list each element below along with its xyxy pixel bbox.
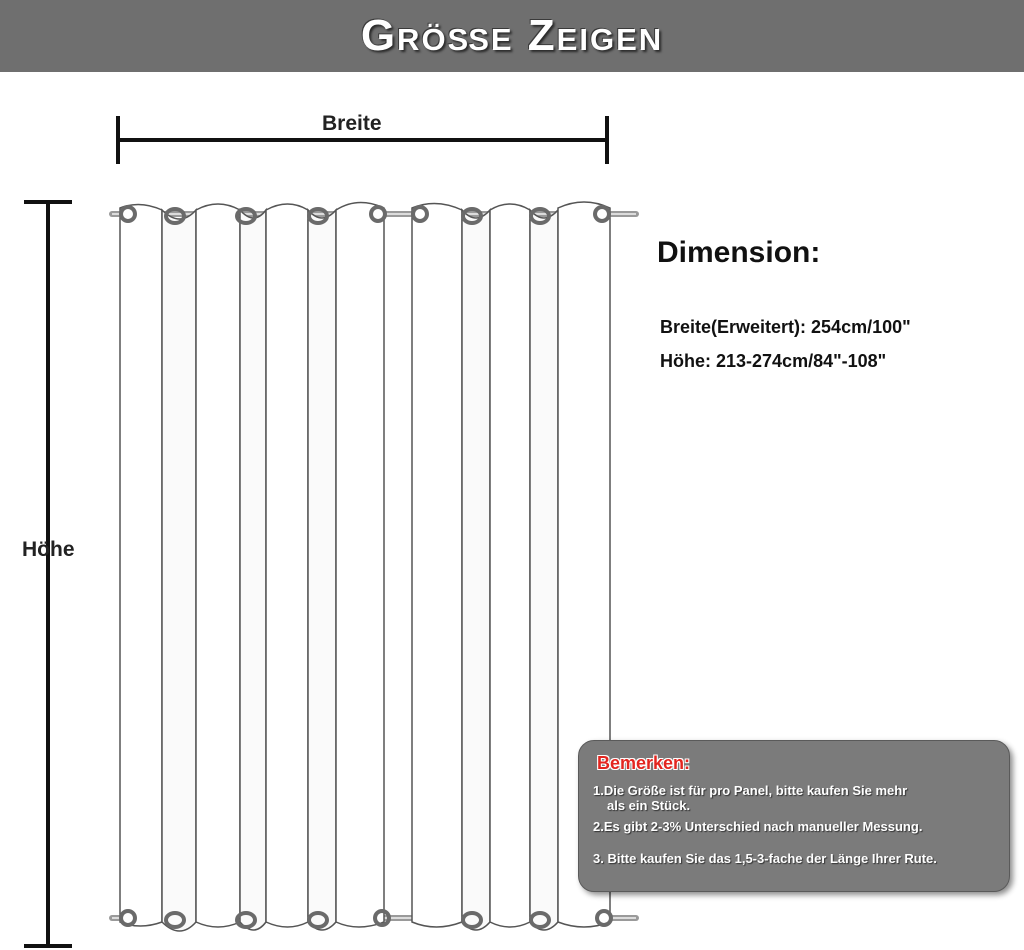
page-title: Größe Zeigen [360, 11, 664, 60]
dimension-width: Breite(Erweitert): 254cm/100" [660, 317, 911, 337]
note-item-1: 1.Die Größe ist für pro Panel, bitte kaufen Sie mehr [593, 783, 908, 798]
note-item-2: 2.Es gibt 2-3% Unterschied nach manueller Messung. [593, 819, 923, 834]
note-item-3: 3. Bitte kaufen Sie das 1,5-3-fache der Länge Ihrer Rute. [593, 851, 937, 866]
dimension-title: Dimension: [657, 236, 821, 269]
width-label: Breite [322, 112, 382, 135]
notes-box [578, 740, 1010, 892]
curtain-panel-left [120, 202, 384, 931]
note-item-1-continued: als ein Stück. [607, 798, 691, 813]
height-label: Höhe [22, 538, 75, 561]
height-measure-line [24, 202, 72, 946]
dimension-height: Höhe: 213-274cm/84"-108" [660, 351, 887, 371]
notes-title: Bemerken: [597, 753, 691, 773]
